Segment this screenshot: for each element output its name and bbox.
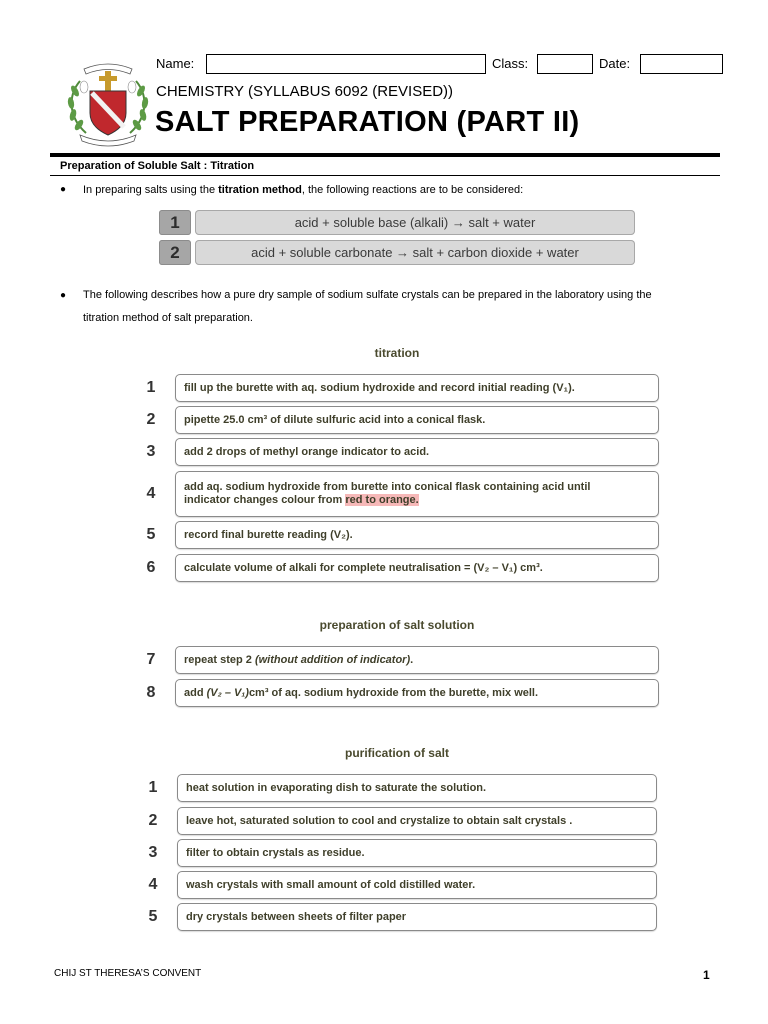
- header-divider: [50, 153, 720, 157]
- step-number: 3: [146, 443, 156, 460]
- name-label: Name:: [156, 56, 195, 71]
- step-box: leave hot, saturated solution to cool and crystalize to obtain salt crystals .: [177, 807, 657, 835]
- page-title: SALT PREPARATION (PART II): [155, 106, 580, 138]
- step-number: 6: [146, 559, 156, 576]
- solution-heading: preparation of salt solution: [319, 618, 475, 632]
- purification-heading: purification of salt: [344, 746, 449, 760]
- footer-school-name: CHIJ ST THERESA’S CONVENT: [54, 968, 202, 979]
- highlighted-text: red to orange.: [345, 494, 419, 506]
- step-box: fill up the burette with aq. sodium hydroxide and record initial reading (V₁).: [175, 374, 659, 402]
- step-box: add (V₂ – V₁) cm³ of aq. sodium hydroxide from the burette, mix well.: [175, 679, 659, 707]
- step-number: 8: [146, 684, 156, 701]
- bullet-text-1: In preparing salts using the titration method, the following reactions are to be considered:: [83, 184, 524, 196]
- step-number: 5: [148, 908, 158, 925]
- step-number: 1: [146, 379, 156, 396]
- step-box: calculate volume of alkali for complete neutralisation = (V₂ – V₁) cm³.: [175, 554, 659, 582]
- step-number: 3: [148, 844, 158, 861]
- school-crest-logo: [62, 55, 154, 147]
- step-box: record final burette reading (V₂).: [175, 521, 659, 549]
- step-box: add aq. sodium hydroxide from burette into conical flask containing acid until indicator changes colour from red to orange.: [175, 471, 659, 517]
- step-box: add 2 drops of methyl orange indicator to acid.: [175, 438, 659, 466]
- bullet-icon: ●: [60, 290, 67, 301]
- step-number: 4: [146, 485, 156, 502]
- titration-heading: titration: [374, 346, 420, 360]
- bullet-text-2: The following describes how a pure dry sample of sodium sulfate crystals can be prepared in the laboratory using the titration method of salt preparation.: [83, 289, 652, 324]
- step-number: 4: [148, 876, 158, 893]
- section-heading: Preparation of Soluble Salt : Titration: [60, 160, 255, 172]
- reaction-equation: acid + soluble carbonate → salt + carbon dioxide + water: [195, 240, 635, 265]
- step-number: 1: [148, 779, 158, 796]
- reaction-equation: acid + soluble base (alkali) → salt + water: [195, 210, 635, 235]
- class-label: Class:: [492, 56, 529, 71]
- step-box: wash crystals with small amount of cold distilled water.: [177, 871, 657, 899]
- page-number: 1: [703, 968, 710, 982]
- date-field[interactable]: [640, 54, 723, 74]
- step-box: filter to obtain crystals as residue.: [177, 839, 657, 867]
- section-divider: [50, 175, 720, 176]
- class-field[interactable]: [537, 54, 593, 74]
- reaction-number: 2: [159, 240, 191, 265]
- step-box: pipette 25.0 cm³ of dilute sulfuric acid into a conical flask.: [175, 406, 659, 434]
- date-label: Date:: [599, 56, 631, 71]
- step-number: 5: [146, 526, 156, 543]
- step-box: heat solution in evaporating dish to saturate the solution.: [177, 774, 657, 802]
- reaction-number: 1: [159, 210, 191, 235]
- step-number: 7: [146, 651, 156, 668]
- step-box: repeat step 2 (without addition of indicator) .: [175, 646, 659, 674]
- bullet-icon: ●: [60, 184, 67, 195]
- subject-subtitle: CHEMISTRY (SYLLABUS 6092 (REVISED)): [156, 83, 454, 100]
- step-box: dry crystals between sheets of filter paper: [177, 903, 657, 931]
- step-number: 2: [146, 411, 156, 428]
- name-field[interactable]: [206, 54, 486, 74]
- step-number: 2: [148, 812, 158, 829]
